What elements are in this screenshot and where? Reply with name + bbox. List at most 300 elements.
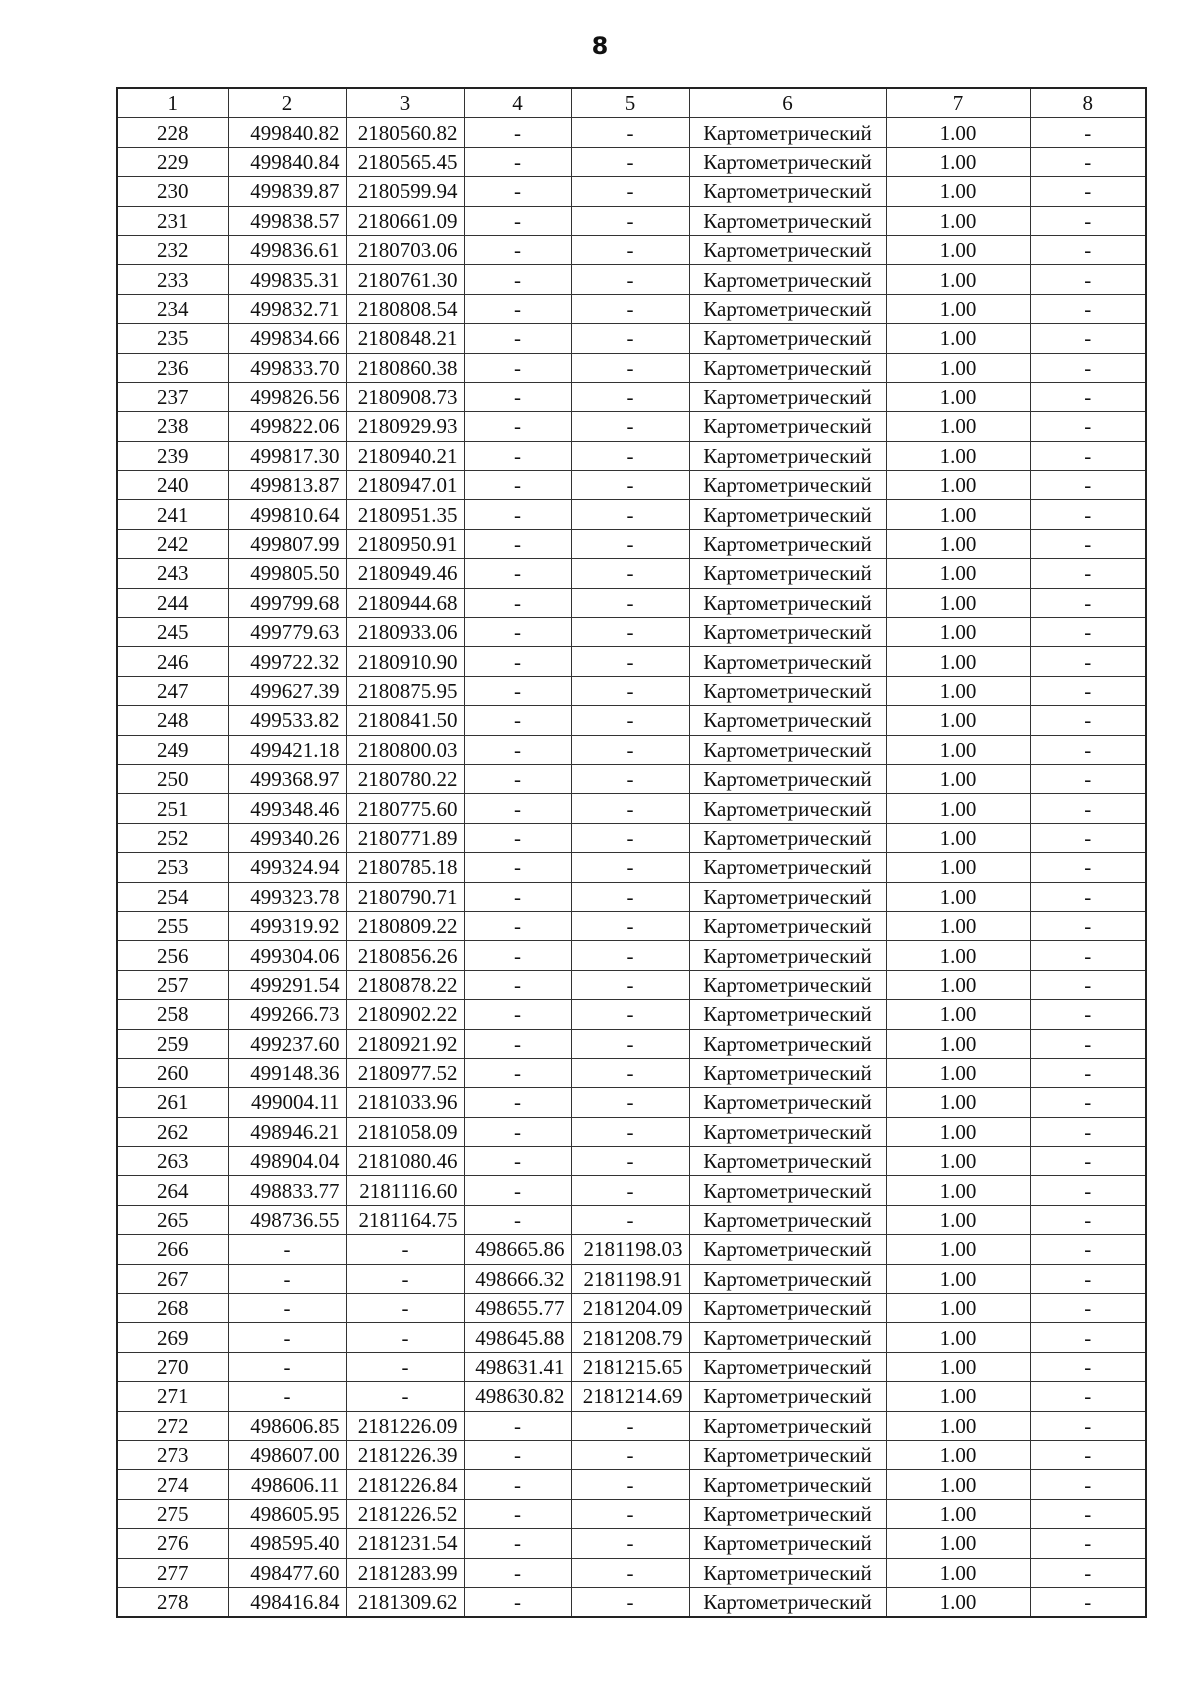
table-cell: 252 <box>117 823 228 852</box>
table-row <box>117 882 1146 911</box>
table-cell: Картометрический <box>689 853 886 882</box>
table-cell: 1.00 <box>886 118 1030 147</box>
table-cell: 240 <box>117 471 228 500</box>
table-cell: 263 <box>117 1147 228 1176</box>
table-cell: - <box>571 147 689 176</box>
table-cell: 2181116.60 <box>346 1176 464 1205</box>
table-cell: - <box>1030 559 1146 588</box>
table-cell: 2180809.22 <box>346 911 464 940</box>
table-cell: 1.00 <box>886 500 1030 529</box>
table-cell: Картометрический <box>689 265 886 294</box>
table-cell: 499266.73 <box>228 1000 346 1029</box>
table-cell: 499722.32 <box>228 647 346 676</box>
table-cell: 1.00 <box>886 1264 1030 1293</box>
table-cell: - <box>571 559 689 588</box>
table-cell: 1.00 <box>886 882 1030 911</box>
table-cell: 1.00 <box>886 529 1030 558</box>
table-cell: - <box>1030 1147 1146 1176</box>
table-cell: 258 <box>117 1000 228 1029</box>
table-cell: - <box>346 1323 464 1352</box>
table-cell: 2181058.09 <box>346 1117 464 1146</box>
table-cell: Картометрический <box>689 118 886 147</box>
table-row <box>117 1176 1146 1205</box>
table-cell: - <box>571 853 689 882</box>
table-cell: 1.00 <box>886 441 1030 470</box>
table-cell: 277 <box>117 1558 228 1587</box>
table-row <box>117 1058 1146 1087</box>
table-cell: 2181033.96 <box>346 1088 464 1117</box>
column-header: 2 <box>228 88 346 118</box>
table-row <box>117 1323 1146 1352</box>
table-cell: 2180790.71 <box>346 882 464 911</box>
table-body <box>117 118 1146 1617</box>
table-cell: 499627.39 <box>228 676 346 705</box>
table-cell: - <box>464 559 571 588</box>
table-cell: 239 <box>117 441 228 470</box>
table-cell: 1.00 <box>886 1529 1030 1558</box>
table-cell: Картометрический <box>689 382 886 411</box>
table-cell: - <box>1030 529 1146 558</box>
table-cell: 1.00 <box>886 1587 1030 1617</box>
table-cell: - <box>1030 794 1146 823</box>
table-cell: 499836.61 <box>228 235 346 264</box>
table-cell: - <box>464 1058 571 1087</box>
table-cell: 255 <box>117 911 228 940</box>
table-cell: 499838.57 <box>228 206 346 235</box>
table-cell: - <box>464 471 571 500</box>
table-cell: 499004.11 <box>228 1088 346 1117</box>
table-cell: Картометрический <box>689 1147 886 1176</box>
table-cell: 1.00 <box>886 1000 1030 1029</box>
table-cell: 498416.84 <box>228 1587 346 1617</box>
table-cell: - <box>1030 735 1146 764</box>
table-cell: - <box>464 1499 571 1528</box>
table-cell: 498606.85 <box>228 1411 346 1440</box>
table-cell: - <box>1030 353 1146 382</box>
table-cell: - <box>1030 441 1146 470</box>
table-cell: - <box>464 1411 571 1440</box>
table-cell: - <box>1030 1294 1146 1323</box>
table-cell: 1.00 <box>886 1323 1030 1352</box>
table-cell: 2181215.65 <box>571 1352 689 1381</box>
table-cell: 498946.21 <box>228 1117 346 1146</box>
table-cell: 1.00 <box>886 1470 1030 1499</box>
table-cell: Картометрический <box>689 1382 886 1411</box>
table-cell: - <box>464 1029 571 1058</box>
table-cell: - <box>1030 412 1146 441</box>
table-cell: 1.00 <box>886 1294 1030 1323</box>
table-cell: 231 <box>117 206 228 235</box>
table-cell: - <box>571 735 689 764</box>
table-cell: - <box>464 676 571 705</box>
table-cell: - <box>571 500 689 529</box>
table-cell: 498904.04 <box>228 1147 346 1176</box>
table-cell: 499822.06 <box>228 412 346 441</box>
table-cell: - <box>571 1499 689 1528</box>
table-cell: 499291.54 <box>228 970 346 999</box>
table-cell: 499340.26 <box>228 823 346 852</box>
table-cell: - <box>1030 853 1146 882</box>
table-cell: - <box>1030 1205 1146 1234</box>
table-row <box>117 324 1146 353</box>
table-cell: 245 <box>117 618 228 647</box>
page-number: 8 <box>591 32 609 60</box>
table-row <box>117 265 1146 294</box>
table-cell: 499810.64 <box>228 500 346 529</box>
table-cell: Картометрический <box>689 1264 886 1293</box>
table-cell: 235 <box>117 324 228 353</box>
table-cell: - <box>571 382 689 411</box>
table-cell: - <box>1030 882 1146 911</box>
table-cell: 2180761.30 <box>346 265 464 294</box>
table-row <box>117 500 1146 529</box>
table-cell: 2180977.52 <box>346 1058 464 1087</box>
table-cell: - <box>571 1411 689 1440</box>
table-cell: Картометрический <box>689 147 886 176</box>
table-cell: - <box>571 1029 689 1058</box>
table-cell: Картометрический <box>689 177 886 206</box>
table-row <box>117 529 1146 558</box>
table-row <box>117 1294 1146 1323</box>
table-cell: 264 <box>117 1176 228 1205</box>
table-cell: 228 <box>117 118 228 147</box>
table-cell: - <box>1030 970 1146 999</box>
table-row <box>117 353 1146 382</box>
table-cell: 499832.71 <box>228 294 346 323</box>
table-cell: - <box>346 1264 464 1293</box>
table-cell: - <box>571 353 689 382</box>
table-cell: 1.00 <box>886 412 1030 441</box>
table-cell: Картометрический <box>689 970 886 999</box>
table-cell: 2180808.54 <box>346 294 464 323</box>
table-cell: 1.00 <box>886 1205 1030 1234</box>
table-cell: - <box>571 265 689 294</box>
table-cell: 259 <box>117 1029 228 1058</box>
table-cell: 1.00 <box>886 1352 1030 1381</box>
table-row <box>117 1587 1146 1617</box>
table-row <box>117 1117 1146 1146</box>
table-cell: 267 <box>117 1264 228 1293</box>
table-cell: - <box>464 882 571 911</box>
table-cell: - <box>1030 1117 1146 1146</box>
table-cell: 273 <box>117 1440 228 1469</box>
table-cell: 1.00 <box>886 1176 1030 1205</box>
table-row <box>117 1382 1146 1411</box>
table-cell: 2180560.82 <box>346 118 464 147</box>
table-cell: 499805.50 <box>228 559 346 588</box>
table-cell: 498665.86 <box>464 1235 571 1264</box>
table-row <box>117 118 1146 147</box>
table-row <box>117 1000 1146 1029</box>
table-cell: 1.00 <box>886 265 1030 294</box>
table-cell: - <box>1030 1352 1146 1381</box>
table-row <box>117 177 1146 206</box>
table-cell: 1.00 <box>886 294 1030 323</box>
table-cell: - <box>464 823 571 852</box>
table-cell: - <box>464 764 571 793</box>
table-cell: - <box>464 118 571 147</box>
table-cell: 276 <box>117 1529 228 1558</box>
table-cell: Картометрический <box>689 1117 886 1146</box>
table-cell: - <box>571 235 689 264</box>
table-cell: - <box>228 1264 346 1293</box>
table-cell: 1.00 <box>886 206 1030 235</box>
table-cell: 271 <box>117 1382 228 1411</box>
table-cell: 250 <box>117 764 228 793</box>
table-row <box>117 1558 1146 1587</box>
table-cell: - <box>464 706 571 735</box>
table-cell: 499817.30 <box>228 441 346 470</box>
table-cell: 1.00 <box>886 177 1030 206</box>
table-cell: Картометрический <box>689 1499 886 1528</box>
table-cell: - <box>1030 1382 1146 1411</box>
table-cell: 499839.87 <box>228 177 346 206</box>
table-cell: 278 <box>117 1587 228 1617</box>
table-cell: - <box>1030 1499 1146 1528</box>
table-cell: - <box>464 1147 571 1176</box>
table-cell: 2180944.68 <box>346 588 464 617</box>
table-cell: 2180775.60 <box>346 794 464 823</box>
table-cell: 2180902.22 <box>346 1000 464 1029</box>
table-cell: - <box>464 1205 571 1234</box>
table-cell: Картометрический <box>689 911 886 940</box>
table-cell: - <box>571 647 689 676</box>
table-cell: - <box>571 970 689 999</box>
table-cell: 230 <box>117 177 228 206</box>
table-cell: - <box>571 1205 689 1234</box>
table-cell: 257 <box>117 970 228 999</box>
table-cell: Картометрический <box>689 882 886 911</box>
table-cell: 237 <box>117 382 228 411</box>
table-cell: 499833.70 <box>228 353 346 382</box>
table-row <box>117 412 1146 441</box>
table-row <box>117 1205 1146 1234</box>
table-cell: - <box>1030 147 1146 176</box>
table-row <box>117 471 1146 500</box>
table-cell: 272 <box>117 1411 228 1440</box>
table-cell: 499799.68 <box>228 588 346 617</box>
table-cell: 2180929.93 <box>346 412 464 441</box>
table-cell: 1.00 <box>886 618 1030 647</box>
table-row <box>117 735 1146 764</box>
table-cell: Картометрический <box>689 1558 886 1587</box>
table-cell: 1.00 <box>886 1088 1030 1117</box>
table-cell: - <box>571 1058 689 1087</box>
table-cell: - <box>1030 1235 1146 1264</box>
table-cell: - <box>571 324 689 353</box>
table-cell: - <box>571 676 689 705</box>
table-cell: 274 <box>117 1470 228 1499</box>
table-cell: Картометрический <box>689 559 886 588</box>
table-cell: 499779.63 <box>228 618 346 647</box>
table-cell: 498605.95 <box>228 1499 346 1528</box>
table-cell: - <box>571 823 689 852</box>
table-cell: - <box>1030 206 1146 235</box>
table-cell: 2180950.91 <box>346 529 464 558</box>
table-cell: 2181198.91 <box>571 1264 689 1293</box>
table-cell: - <box>571 1470 689 1499</box>
table-cell: - <box>464 1470 571 1499</box>
table-cell: 1.00 <box>886 471 1030 500</box>
table-cell: - <box>1030 265 1146 294</box>
table-cell: 499834.66 <box>228 324 346 353</box>
table-row <box>117 1264 1146 1293</box>
table-row <box>117 1029 1146 1058</box>
table-cell: - <box>1030 911 1146 940</box>
table-cell: 2180951.35 <box>346 500 464 529</box>
table-cell: - <box>1030 1000 1146 1029</box>
table-cell: 2180848.21 <box>346 324 464 353</box>
table-cell: 232 <box>117 235 228 264</box>
table-cell: - <box>571 1529 689 1558</box>
table-cell: 2180933.06 <box>346 618 464 647</box>
table-cell: 1.00 <box>886 1382 1030 1411</box>
table-cell: - <box>346 1352 464 1381</box>
table-cell: 2180565.45 <box>346 147 464 176</box>
table-cell: - <box>571 1088 689 1117</box>
table-cell: Картометрический <box>689 412 886 441</box>
table-cell: 499324.94 <box>228 853 346 882</box>
table-row <box>117 1088 1146 1117</box>
column-header: 1 <box>117 88 228 118</box>
table-cell: 265 <box>117 1205 228 1234</box>
table-row <box>117 1235 1146 1264</box>
table-cell: 262 <box>117 1117 228 1146</box>
table-cell: - <box>464 441 571 470</box>
table-cell: 268 <box>117 1294 228 1323</box>
table-cell: 243 <box>117 559 228 588</box>
table-cell: - <box>228 1323 346 1352</box>
table-cell: - <box>464 412 571 441</box>
table-cell: - <box>1030 618 1146 647</box>
table-cell: - <box>1030 1587 1146 1617</box>
table-cell: - <box>464 294 571 323</box>
table-cell: - <box>464 382 571 411</box>
table-row <box>117 1411 1146 1440</box>
table-row <box>117 647 1146 676</box>
table-row <box>117 1440 1146 1469</box>
table-cell: - <box>1030 177 1146 206</box>
table-row <box>117 676 1146 705</box>
table-cell: - <box>571 118 689 147</box>
table-cell: - <box>1030 1558 1146 1587</box>
table-cell: - <box>464 1440 571 1469</box>
table-cell: Картометрический <box>689 1176 886 1205</box>
table-row <box>117 970 1146 999</box>
table-cell: - <box>571 1558 689 1587</box>
table-cell: - <box>464 353 571 382</box>
table-cell: Картометрический <box>689 1058 886 1087</box>
table-cell: - <box>1030 941 1146 970</box>
table-cell: 498666.32 <box>464 1264 571 1293</box>
table-cell: - <box>1030 1529 1146 1558</box>
table-cell: 1.00 <box>886 353 1030 382</box>
table-cell: Картометрический <box>689 618 886 647</box>
table-cell: 2181208.79 <box>571 1323 689 1352</box>
table-cell: Картометрический <box>689 529 886 558</box>
table-cell: Картометрический <box>689 1352 886 1381</box>
table-cell: Картометрический <box>689 823 886 852</box>
table-cell: - <box>1030 1176 1146 1205</box>
table-cell: - <box>571 1147 689 1176</box>
table-cell: - <box>1030 324 1146 353</box>
table-cell: Картометрический <box>689 471 886 500</box>
table-cell: Картометрический <box>689 1029 886 1058</box>
table-cell: 251 <box>117 794 228 823</box>
table-cell: 1.00 <box>886 1499 1030 1528</box>
table-cell: - <box>464 853 571 882</box>
table-cell: 270 <box>117 1352 228 1381</box>
table-cell: - <box>228 1382 346 1411</box>
table-cell: - <box>228 1352 346 1381</box>
table-cell: 1.00 <box>886 324 1030 353</box>
table-cell: 1.00 <box>886 1058 1030 1087</box>
table-cell: - <box>464 970 571 999</box>
table-cell: 499826.56 <box>228 382 346 411</box>
table-row <box>117 764 1146 793</box>
column-header: 8 <box>1030 88 1146 118</box>
table-cell: 236 <box>117 353 228 382</box>
table-cell: - <box>1030 235 1146 264</box>
table-row <box>117 1529 1146 1558</box>
table-cell: - <box>1030 1411 1146 1440</box>
table-cell: Картометрический <box>689 1235 886 1264</box>
table-cell: - <box>464 265 571 294</box>
table-cell: 248 <box>117 706 228 735</box>
table-cell: 247 <box>117 676 228 705</box>
table-cell: Картометрический <box>689 1529 886 1558</box>
table-cell: Картометрический <box>689 1088 886 1117</box>
table-cell: - <box>464 1088 571 1117</box>
table-cell: - <box>464 647 571 676</box>
table-cell: 1.00 <box>886 794 1030 823</box>
table-cell: 499813.87 <box>228 471 346 500</box>
table-cell: Картометрический <box>689 1205 886 1234</box>
table-cell: Картометрический <box>689 441 886 470</box>
table-cell: 2180841.50 <box>346 706 464 735</box>
table-row <box>117 206 1146 235</box>
table-cell: 499840.82 <box>228 118 346 147</box>
table-cell: 266 <box>117 1235 228 1264</box>
table-row <box>117 382 1146 411</box>
table-cell: 1.00 <box>886 382 1030 411</box>
table-cell: 499323.78 <box>228 882 346 911</box>
coordinates-table <box>116 87 1147 1618</box>
table-row <box>117 794 1146 823</box>
table-cell: 249 <box>117 735 228 764</box>
table-cell: - <box>1030 1264 1146 1293</box>
table-cell: 2180800.03 <box>346 735 464 764</box>
table-cell: - <box>1030 1088 1146 1117</box>
table-row <box>117 294 1146 323</box>
table-cell: - <box>571 794 689 823</box>
table-cell: - <box>571 294 689 323</box>
table-cell: Картометрический <box>689 324 886 353</box>
table-cell: Картометрический <box>689 500 886 529</box>
table-cell: Картометрический <box>689 294 886 323</box>
table-cell: - <box>1030 647 1146 676</box>
table-cell: Картометрический <box>689 706 886 735</box>
table-cell: - <box>464 147 571 176</box>
table-cell: 498655.77 <box>464 1294 571 1323</box>
table-cell: Картометрический <box>689 1440 886 1469</box>
table-cell: 275 <box>117 1499 228 1528</box>
table-cell: - <box>464 1117 571 1146</box>
table-cell: 256 <box>117 941 228 970</box>
table-cell: - <box>464 235 571 264</box>
table-cell: 499835.31 <box>228 265 346 294</box>
table-cell: 498630.82 <box>464 1382 571 1411</box>
